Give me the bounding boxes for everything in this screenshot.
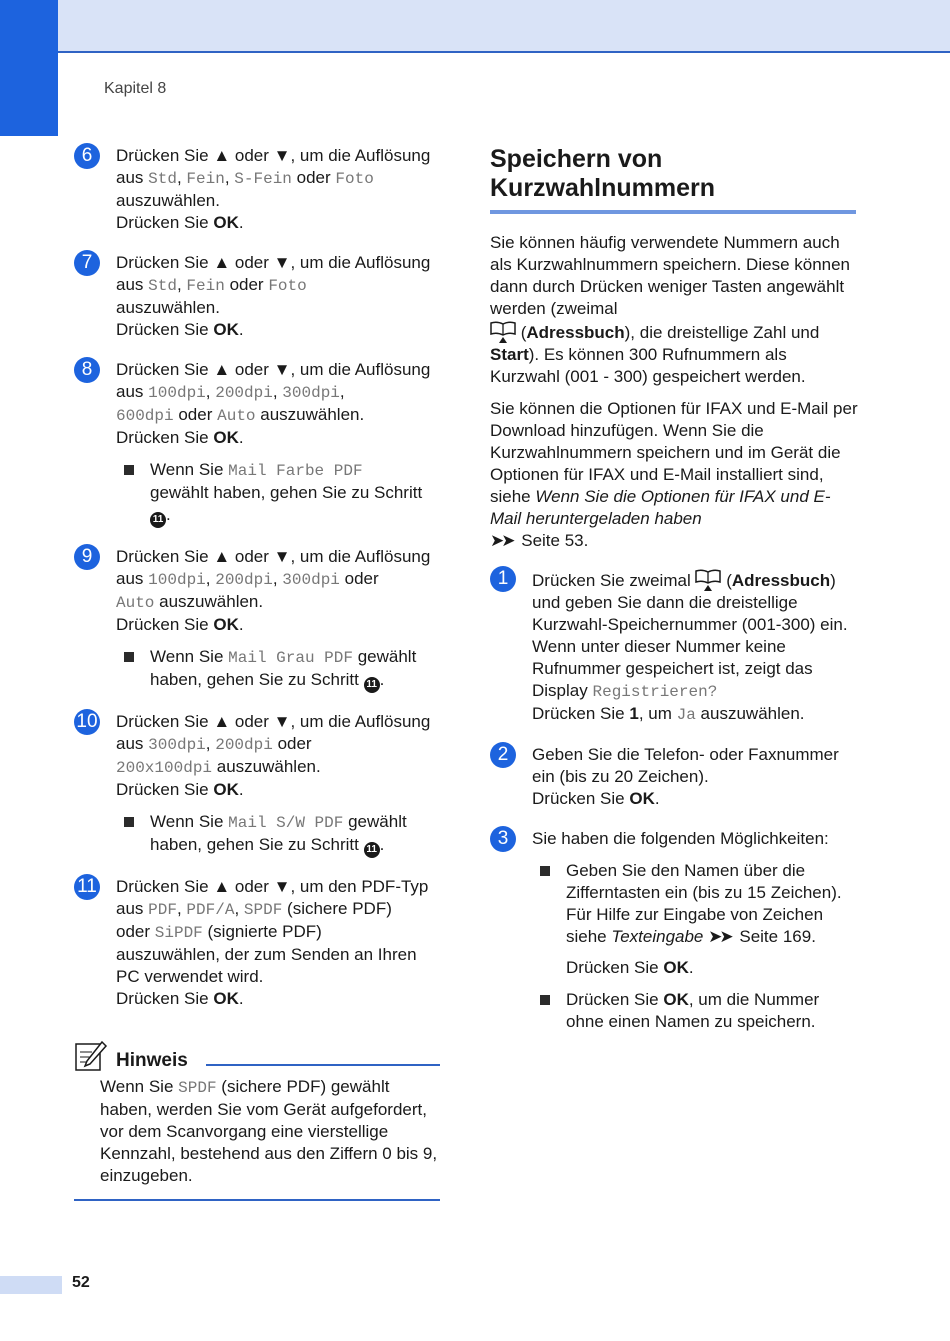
step-ref-badge: 11 xyxy=(364,677,380,693)
address-book-icon xyxy=(490,320,516,344)
step-ref-badge: 11 xyxy=(364,842,380,858)
step-9: 9 Drücken Sie ▲ oder ▼, um die Auflösung aus 100dpi, 200dpi, 300dpi oder Auto auszuwählen. Drücken Sie OK. Wenn Sie Mail Grau PDF gewählt haben, gehen Sie zu Schritt 11 . xyxy=(74,546,442,693)
step-number: 3 xyxy=(490,826,516,852)
step-number: 1 xyxy=(490,566,516,592)
step-number: 6 xyxy=(74,143,100,169)
step-2: 2 Geben Sie die Telefon- oder Faxnummer ein (bis zu 20 Zeichen). Drücken Sie OK. xyxy=(490,744,860,810)
step-number: 2 xyxy=(490,742,516,768)
header-bar xyxy=(0,0,950,53)
note-pencil-icon xyxy=(74,1040,108,1072)
right-column xyxy=(490,145,860,1051)
footer-bar xyxy=(0,1276,62,1294)
note-box xyxy=(74,1040,440,1201)
ifax-paragraph: Sie können die Optionen für IFAX und E-Mail per Download hinzufügen. Wenn Sie die Kurzwahlnummern speichern und im Gerät die Optionen für IFAX und E-Mail installiert sind, siehe Wenn Sie die Optionen für IFAX und E-Mail heruntergeladen haben ➤➤ Seite 53. xyxy=(490,399,858,550)
step-6: 6 Drücken Sie ▲ oder ▼, um die Auflösung aus Std, Fein, S-Fein oder Foto auszuwählen. Drücken Sie OK. xyxy=(74,145,442,234)
intro-paragraph: Sie können häufig verwendete Nummern auch als Kurzwahlnummern speichern. Diese können dann durch Drücken weniger Tasten angewählt werden (zweimal (Adressbuch), die dreistellige Zahl und Start). Es können 300 Rufnummern als Kurzwahl (001 - 300) gespeichert werden. xyxy=(490,233,851,386)
step-ref-badge: 11 xyxy=(150,512,166,528)
chapter-tab xyxy=(0,0,58,136)
bullet-item: Wenn Sie Mail Grau PDF gewählt haben, gehen Sie zu Schritt 11 . xyxy=(124,646,442,693)
note-title: Hinweis xyxy=(116,1050,188,1071)
section-heading: Speichern von Kurzwahlnummern xyxy=(490,145,856,214)
step-7: 7 Drücken Sie ▲ oder ▼, um die Auflösung aus Std, Fein oder Foto auszuwählen. Drücken Sie OK. xyxy=(74,252,442,341)
bullet-item: Geben Sie den Namen über die Zifferntasten ein (bis zu 15 Zeichen). Für Hilfe zur Eingabe von Zeichen siehe Texteingabe ➤➤ Seite 169. Drücken Sie OK. xyxy=(540,860,860,979)
bullet-item: Drücken Sie OK, um die Nummer ohne einen Namen zu speichern. xyxy=(540,989,860,1033)
step-number: 9 xyxy=(74,544,100,570)
address-book-icon xyxy=(695,568,721,592)
step-8: 8 Drücken Sie ▲ oder ▼, um die Auflösung aus 100dpi, 200dpi, 300dpi, 600dpi oder Auto auszuwählen. Drücken Sie OK. Wenn Sie Mail Farbe PDF gewählt haben, gehen Sie zu Schritt 11 . xyxy=(74,359,442,528)
bullet-item: Wenn Sie Mail S/W PDF gewählt haben, gehen Sie zu Schritt 11 . xyxy=(124,811,442,858)
cross-ref-arrows: ➤➤ xyxy=(490,531,513,550)
step-number: 11 xyxy=(74,874,100,900)
note-text: Wenn Sie SPDF (sichere PDF) gewählt haben, werden Sie vom Gerät aufgefordert, vor dem Scanvorgang eine vierstellige Kennzahl, bestehend aus den Ziffern 0 bis 9, einzugeben. xyxy=(100,1077,438,1185)
chapter-label: Kapitel 8 xyxy=(104,80,167,97)
step-number: 8 xyxy=(74,357,100,383)
left-column xyxy=(74,145,442,1201)
step-1: 1 Drücken Sie zweimal (Adressbuch) und geben Sie dann die dreistellige Kurzwahl-Speichernummer (001-300) ein. Wenn unter dieser Nummer keine Rufnummer gespeichert ist, zeigt das Display Registrieren? Drücken Sie 1, um Ja auszuwählen. xyxy=(490,568,860,726)
step-10: 10 Drücken Sie ▲ oder ▼, um die Auflösung aus 300dpi, 200dpi oder 200x100dpi auszuwählen. Drücken Sie OK. Wenn Sie Mail S/W PDF gewählt haben, gehen Sie zu Schritt 11 . xyxy=(74,711,442,858)
page-number: 52 xyxy=(72,1274,90,1291)
bullet-item: Wenn Sie Mail Farbe PDF gewählt haben, gehen Sie zu Schritt 11 . xyxy=(124,459,442,528)
step-3: 3 Sie haben die folgenden Möglichkeiten: Geben Sie den Namen über die Zifferntasten ein (bis zu 15 Zeichen). Für Hilfe zur Eingabe von Zeichen siehe Texteingabe ➤➤ Seite 169. Drücken Sie OK. Drücken Sie OK, um die Nummer ohne einen Namen zu speichern. xyxy=(490,828,860,1033)
step-11: 11 Drücken Sie ▲ oder ▼, um den PDF-Typ aus PDF, PDF/A, SPDF (sichere PDF) oder SiPDF (signierte PDF) auszuwählen, der zum Senden an Ihren PC verwendet wird. Drücken Sie OK. xyxy=(74,876,442,1010)
step-number: 7 xyxy=(74,250,100,276)
step-number: 10 xyxy=(74,709,100,735)
